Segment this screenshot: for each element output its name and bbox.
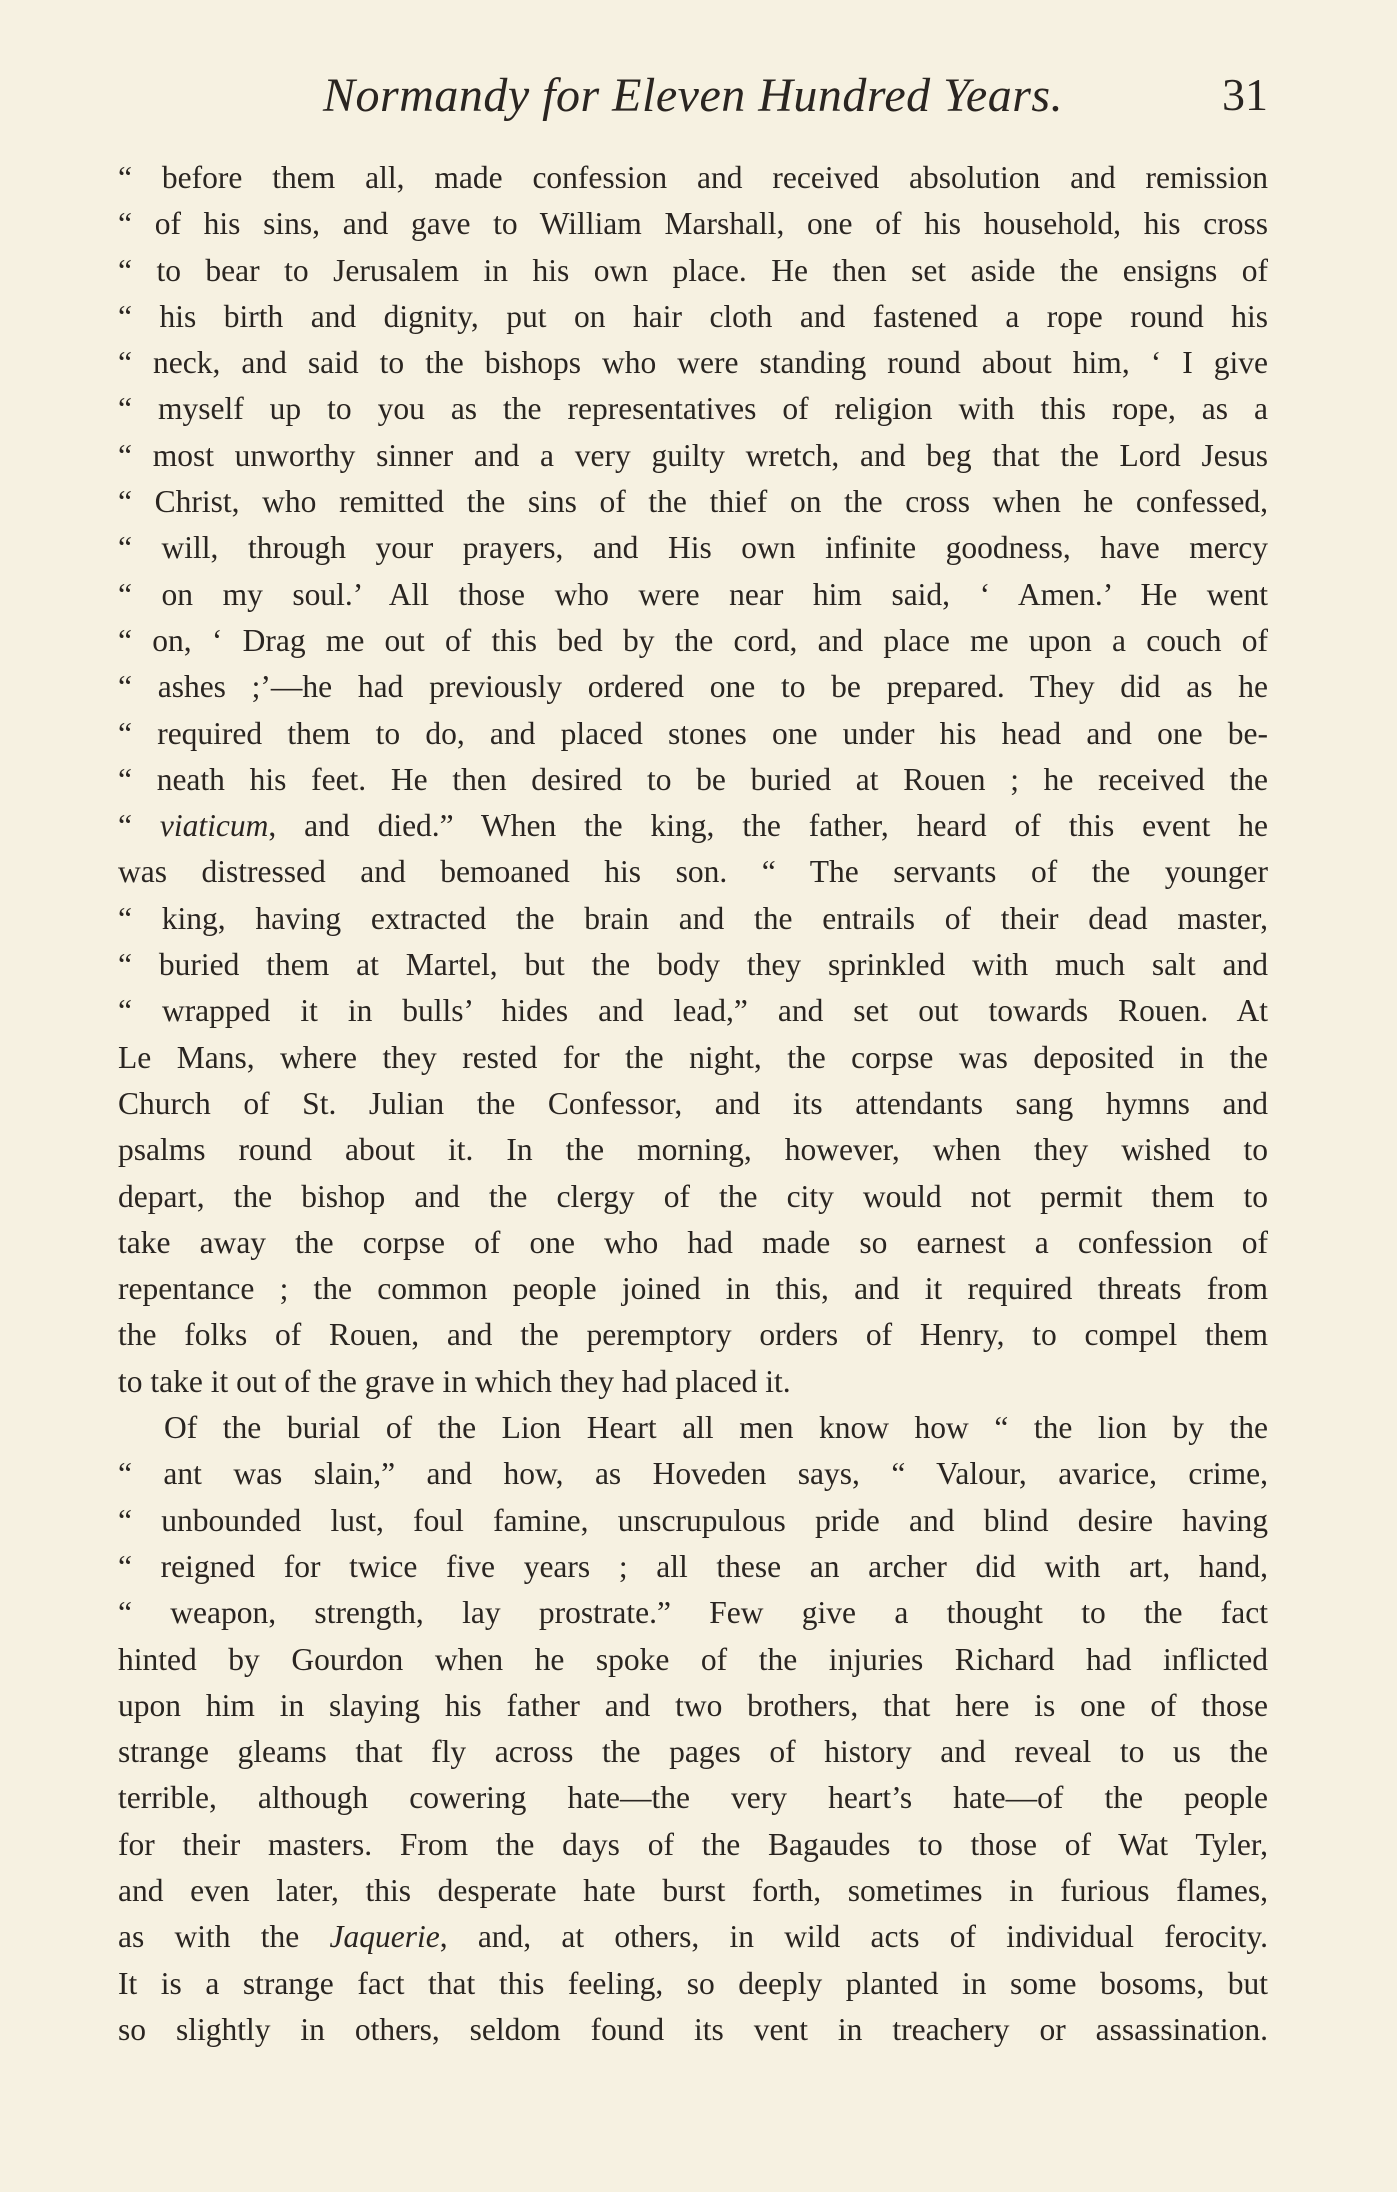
text-line: “ ant was slain,” and how, as Hoveden says, “ Valour, avarice, crime, — [118, 1456, 1268, 1492]
quote-mark: “ — [118, 808, 160, 844]
text-line: “ on my soul.’ All those who were near him said, ‘ Amen.’ He went — [118, 576, 1268, 612]
text-line: Le Mans, where they rested for the night, the corpse was deposited in the — [118, 1039, 1268, 1075]
line-rest: , and died.” When the king, the father, heard of this event he — [268, 808, 1269, 844]
text-line: “ required them to do, and placed stones one under his head and one be- — [118, 715, 1268, 751]
text-line: “ neck, and said to the bishops who were standing round about him, ‘ I give — [118, 345, 1268, 381]
text-line: “ unbounded lust, foul famine, unscrupulous pride and blind desire having — [118, 1502, 1268, 1538]
text-line: “ myself up to you as the representatives of religion with this rope, as a — [118, 391, 1268, 427]
text-line: psalms round about it. In the morning, however, when they wished to — [118, 1132, 1268, 1168]
text-line: “ neath his feet. He then desired to be buried at Rouen ; he received the — [118, 761, 1268, 797]
text-line: “ king, having extracted the brain and the entrails of their dead master, — [118, 900, 1268, 936]
text-line: repentance ; the common people joined in this, and it required threats from — [118, 1271, 1268, 1307]
text-line-jaquerie — [118, 1914, 1268, 1960]
running-title: Normandy for Eleven Hundred Years. — [323, 69, 1064, 122]
text-line: “ buried them at Martel, but the body they sprinkled with much salt and — [118, 947, 1268, 983]
text-line: strange gleams that fly across the pages of history and reveal to us the — [118, 1734, 1268, 1770]
paragraph-end-line: to take it out of the grave in which they had placed it. — [118, 1363, 791, 1399]
text-line: “ to bear to Jerusalem in his own place. He then set aside the ensigns of — [118, 252, 1268, 288]
text-line: hinted by Gourdon when he spoke of the injuries Richard had inflicted — [118, 1641, 1268, 1677]
text-line: take away the corpse of one who had made so earnest a confession of — [118, 1224, 1268, 1260]
paragraph-start-line: Of the burial of the Lion Heart all men know how “ the lion by the — [164, 1410, 1268, 1446]
italic-word-jaquerie: Jaquerie — [329, 1919, 440, 1955]
text-line: depart, the bishop and the clergy of the city would not permit them to — [118, 1178, 1268, 1214]
text-line: “ wrapped it in bulls’ hides and lead,” and set out towards Rouen. At — [118, 993, 1268, 1029]
italic-word-viaticum: viaticum — [159, 808, 269, 844]
text-line: “ before them all, made confession and received absolution and remission — [118, 160, 1268, 195]
text-line: terrible, although cowering hate—the very heart’s hate—of the people — [118, 1780, 1268, 1816]
text-line: for their masters. From the days of the Bagaudes to those of Wat Tyler, — [118, 1826, 1268, 1862]
line-rest: , and, at others, in wild acts of individual ferocity. — [439, 1919, 1268, 1955]
running-head — [118, 68, 1268, 128]
text-line: “ reigned for twice five years ; all these an archer did with art, hand, — [118, 1548, 1268, 1584]
text-line: “ weapon, strength, lay prostrate.” Few give a thought to the fact — [118, 1595, 1268, 1631]
body-text — [118, 155, 1268, 2053]
text-line: “ on, ‘ Drag me out of this bed by the cord, and place me upon a couch of — [118, 622, 1268, 658]
text-line: and even later, this desperate hate burst forth, sometimes in furious flames, — [118, 1872, 1268, 1908]
text-line: It is a strange fact that this feeling, so deeply planted in some bosoms, but — [118, 1965, 1268, 2001]
text-line: “ Christ, who remitted the sins of the thief on the cross when he confessed, — [118, 484, 1268, 520]
page-number: 31 — [1222, 69, 1268, 120]
text-line: upon him in slaying his father and two brothers, that here is one of those — [118, 1687, 1268, 1723]
text-line: Church of St. Julian the Confessor, and its attendants sang hymns and — [118, 1085, 1268, 1121]
text-line-viaticum — [118, 803, 1268, 849]
text-line: “ his birth and dignity, put on hair cloth and fastened a rope round his — [118, 298, 1268, 334]
text-line: “ ashes ;’—he had previously ordered one to be prepared. They did as he — [118, 669, 1268, 705]
text-line: the folks of Rouen, and the peremptory orders of Henry, to compel them — [118, 1317, 1268, 1353]
text-line: “ most unworthy sinner and a very guilty wretch, and beg that the Lord Jesus — [118, 437, 1268, 473]
text-line: was distressed and bemoaned his son. “ The servants of the younger — [118, 854, 1268, 890]
text-line: so slightly in others, seldom found its vent in treachery or assassination. — [118, 2011, 1268, 2047]
text-line: “ will, through your prayers, and His own infinite goodness, have mercy — [118, 530, 1268, 566]
text-line: “ of his sins, and gave to William Marshall, one of his household, his cross — [118, 206, 1268, 242]
line-start: as with the — [118, 1919, 330, 1955]
